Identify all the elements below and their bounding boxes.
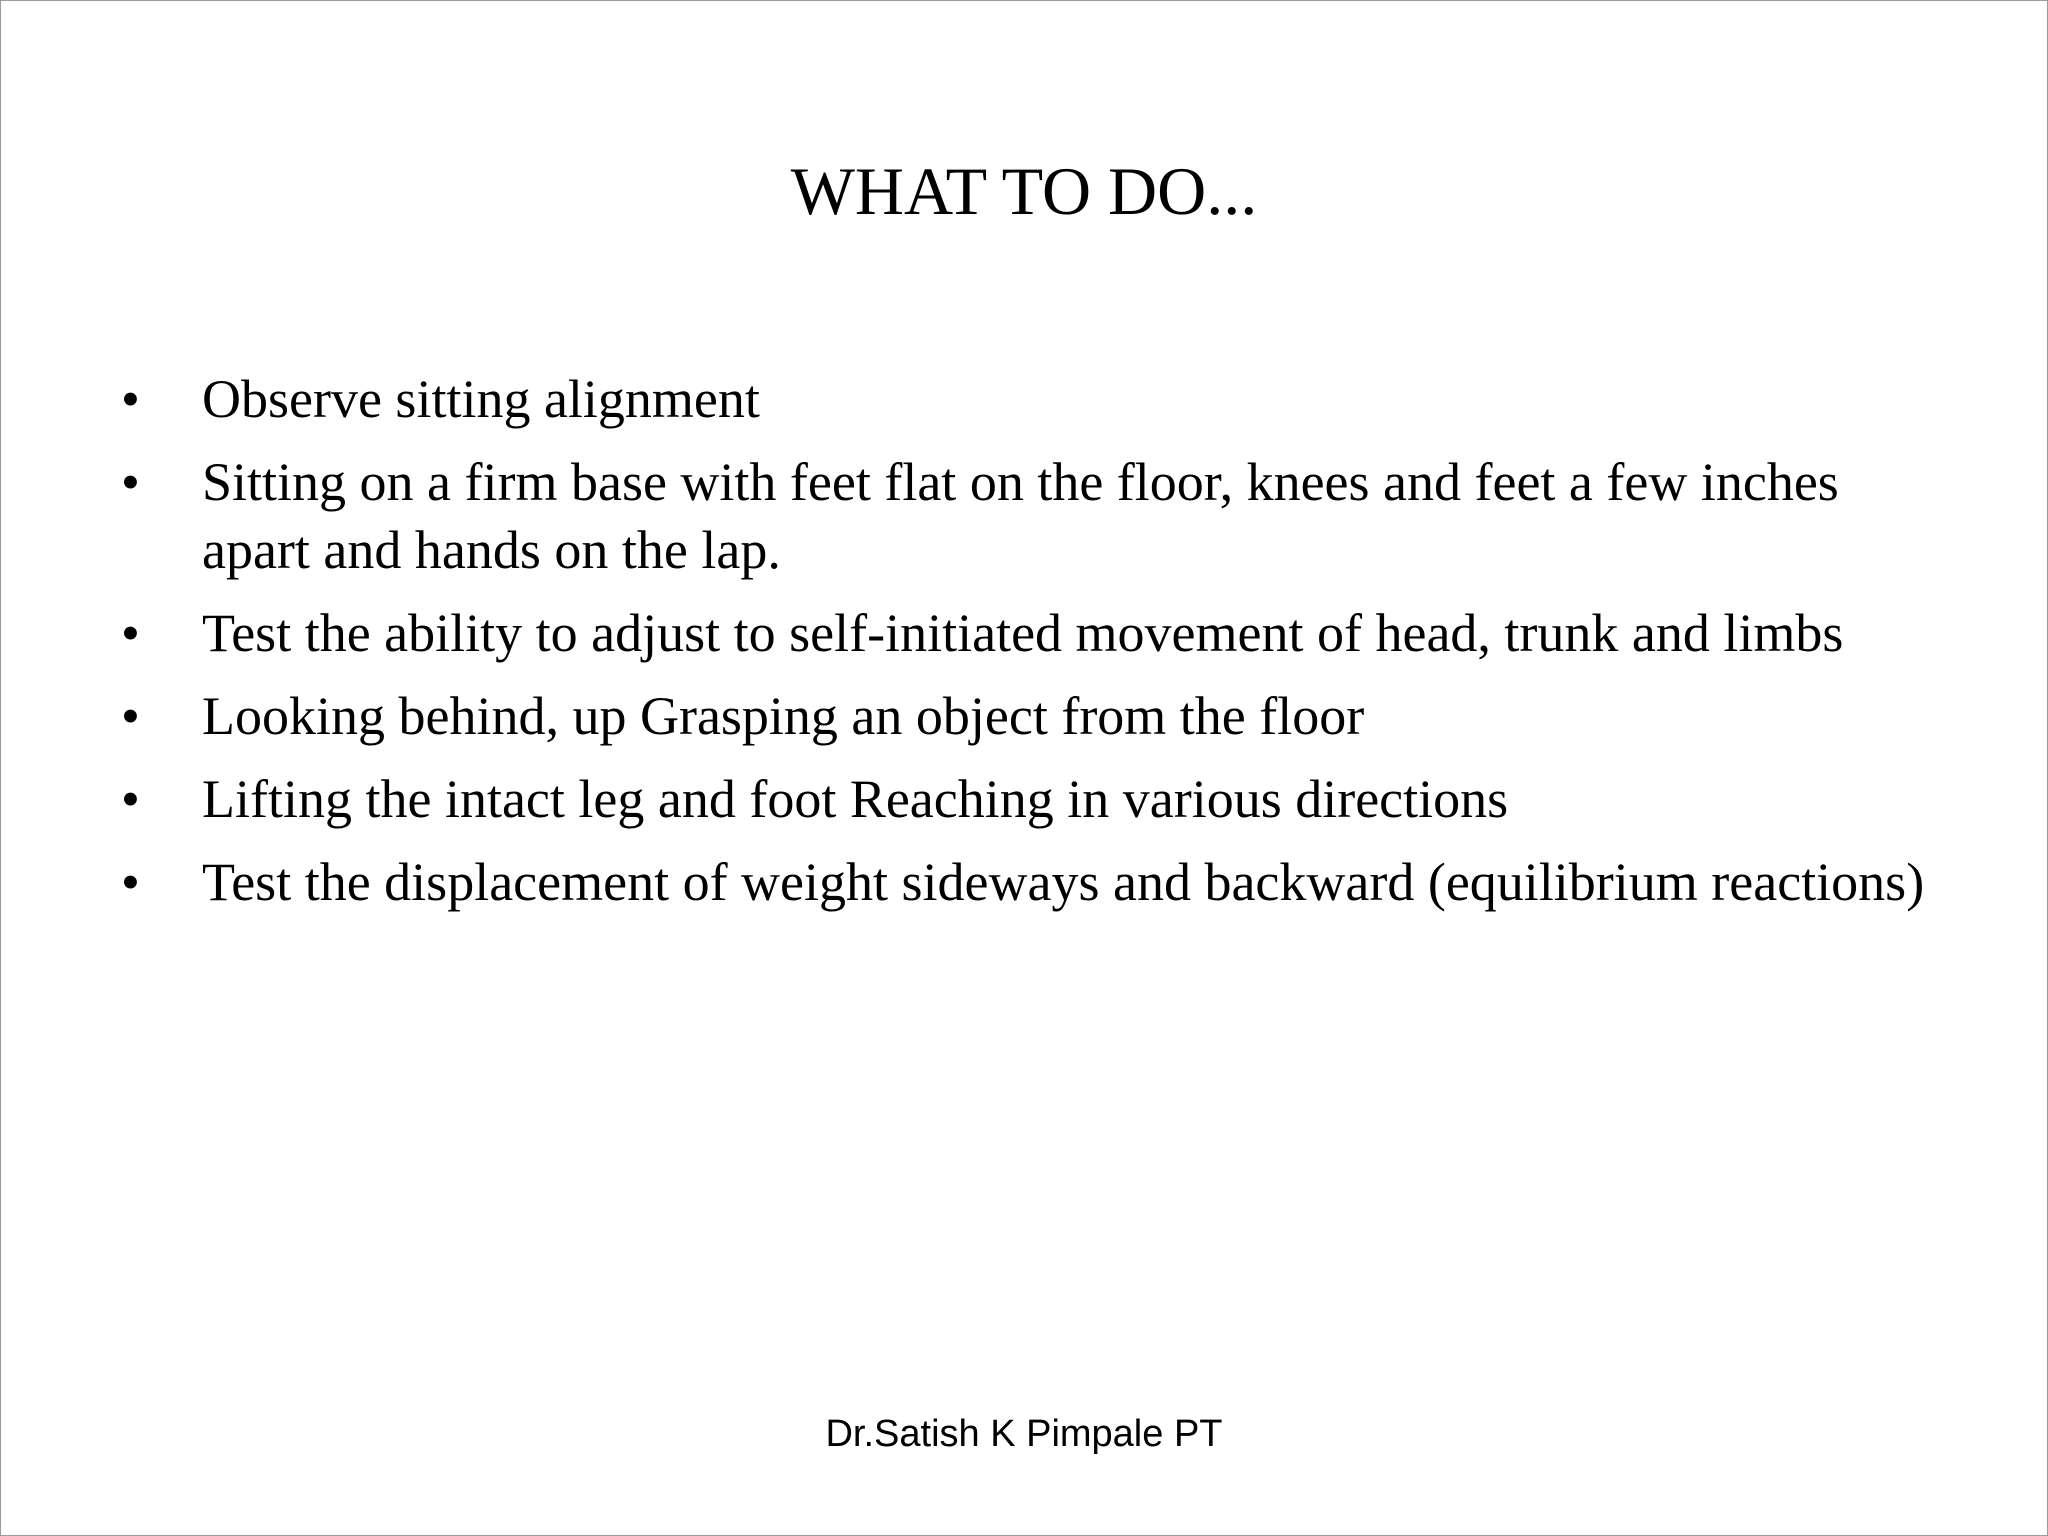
bullet-text: Test the ability to adjust to self-initiated movement of head, trunk and limbs xyxy=(202,603,1844,663)
bullet-list xyxy=(121,365,1951,931)
list-item xyxy=(121,682,1951,750)
footer-author: Dr.Satish K Pimpale PT xyxy=(825,1413,1223,1455)
bullet-icon: • xyxy=(121,686,140,746)
bullet-icon: • xyxy=(121,769,140,829)
bullet-text: Test the displacement of weight sideways and backward (equilibrium reactions) xyxy=(202,852,1925,912)
slide-title: WHAT TO DO... xyxy=(790,153,1258,229)
bullet-text: Sitting on a firm base with feet flat on the floor, knees and feet a few inches apart and hands on the lap. xyxy=(202,452,1839,580)
bullet-text: Observe sitting alignment xyxy=(202,369,760,429)
list-item xyxy=(121,848,1951,916)
list-item xyxy=(121,599,1951,667)
bullet-text: Looking behind, up Grasping an object from the floor xyxy=(202,686,1365,746)
list-item xyxy=(121,365,1951,433)
bullet-text: Lifting the intact leg and foot Reaching in various directions xyxy=(202,769,1509,829)
list-item xyxy=(121,765,1951,833)
bullet-icon: • xyxy=(121,369,140,429)
list-item xyxy=(121,448,1951,584)
bullet-icon: • xyxy=(121,603,140,663)
bullet-icon: • xyxy=(121,452,140,512)
bullet-icon: • xyxy=(121,852,140,912)
